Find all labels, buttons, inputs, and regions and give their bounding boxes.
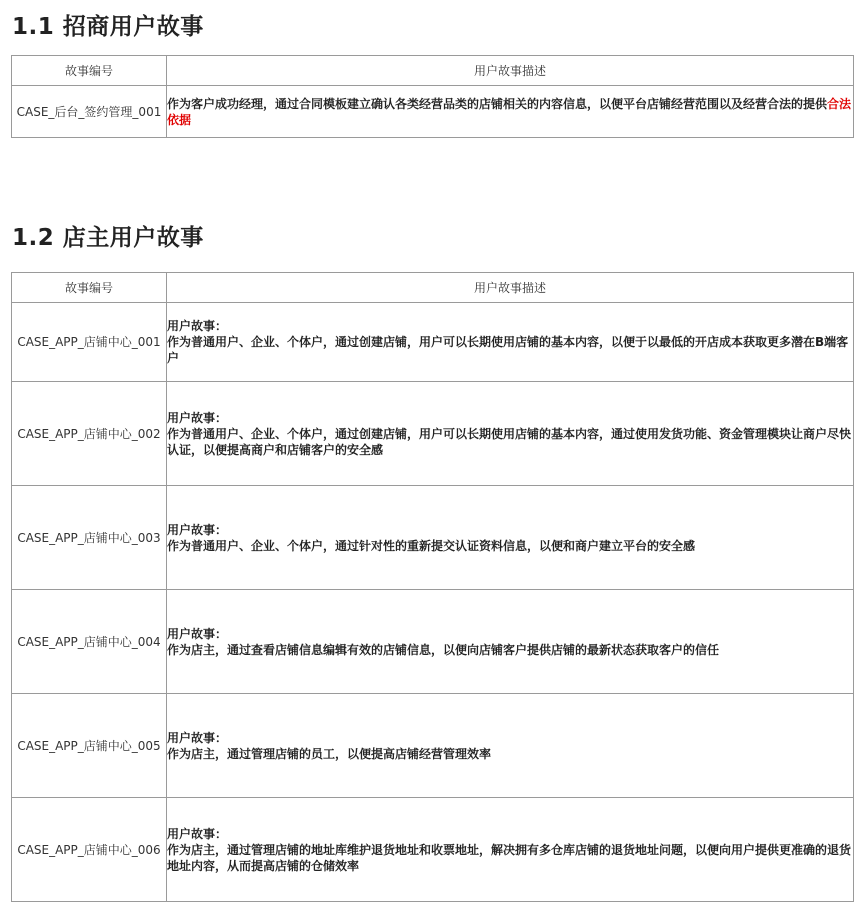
- story-desc-cell: [167, 694, 854, 798]
- table-row: [12, 694, 854, 798]
- story-label: 用户故事：: [167, 626, 228, 641]
- story-label: 用户故事：: [167, 522, 228, 537]
- story-label: 用户故事：: [167, 730, 228, 745]
- table-row: [12, 382, 854, 486]
- story-desc-text: 作为店主，通过管理店铺的地址库维护退货地址和收票地址，解决拥有多仓库店铺的退货地址问题，以便向用户提供更准确的退货地址内容，从而提高店铺的仓储效率: [167, 842, 852, 873]
- table-header-row: [12, 56, 854, 86]
- story-id-cell: CASE_APP_店铺中心_006: [12, 798, 167, 902]
- table-row: [12, 303, 854, 382]
- merchant-story-table: [11, 55, 854, 138]
- story-id-cell: CASE_后台_签约管理_001: [12, 86, 167, 138]
- story-label: 用户故事：: [167, 826, 228, 841]
- table-header-row: [12, 273, 854, 303]
- table-row: [12, 486, 854, 590]
- header-story-id: 故事编号: [12, 273, 167, 303]
- table-row: [12, 798, 854, 902]
- story-desc-cell: [167, 382, 854, 486]
- section-title-merchant: 1.1 招商用户故事: [12, 14, 204, 40]
- story-desc-cell: [167, 486, 854, 590]
- story-desc-text: 作为客户成功经理，通过合同模板建立确认各类经营品类的店铺相关的内容信息，以便平台店铺经营范围以及经营合法的提供: [167, 96, 828, 111]
- story-id-cell: CASE_APP_店铺中心_001: [12, 303, 167, 382]
- story-desc-cell: [167, 86, 854, 138]
- table-row: [12, 86, 854, 138]
- story-id-cell: CASE_APP_店铺中心_004: [12, 590, 167, 694]
- story-id-cell: CASE_APP_店铺中心_002: [12, 382, 167, 486]
- story-label: 用户故事：: [167, 410, 228, 425]
- header-story-id: 故事编号: [12, 56, 167, 86]
- story-desc-text: 作为普通用户、企业、个体户，通过针对性的重新提交认证资料信息，以便和商户建立平台的安全感: [167, 538, 696, 553]
- story-desc-cell: [167, 303, 854, 382]
- story-id-cell: CASE_APP_店铺中心_003: [12, 486, 167, 590]
- story-label: 用户故事：: [167, 319, 228, 333]
- story-desc-cell: [167, 798, 854, 902]
- story-desc-text: 作为普通用户、企业、个体户，通过创建店铺，用户可以长期使用店铺的基本内容，通过使用发货功能、资金管理模块让商户尽快认证，以便提高商户和店铺客户的安全感: [167, 426, 852, 457]
- story-desc-text: 作为店主，通过管理店铺的员工，以便提高店铺经营管理效率: [167, 746, 492, 761]
- story-desc-cell: [167, 590, 854, 694]
- table-row: [12, 590, 854, 694]
- shop-owner-story-table: [11, 272, 854, 902]
- header-story-desc: 用户故事描述: [167, 273, 854, 303]
- story-desc-text: 作为普通用户、企业、个体户，通过创建店铺，用户可以长期使用店铺的基本内容，以便于以最低的开店成本获取更多潜在B端客户: [167, 335, 849, 365]
- story-desc-text: 作为店主，通过查看店铺信息编辑有效的店铺信息，以便向店铺客户提供店铺的最新状态获取客户的信任: [167, 642, 720, 657]
- story-id-cell: CASE_APP_店铺中心_005: [12, 694, 167, 798]
- header-story-desc: 用户故事描述: [167, 56, 854, 86]
- section-title-shop-owner: 1.2 店主用户故事: [12, 225, 204, 251]
- story-desc-highlight: 合法依据: [167, 96, 852, 127]
